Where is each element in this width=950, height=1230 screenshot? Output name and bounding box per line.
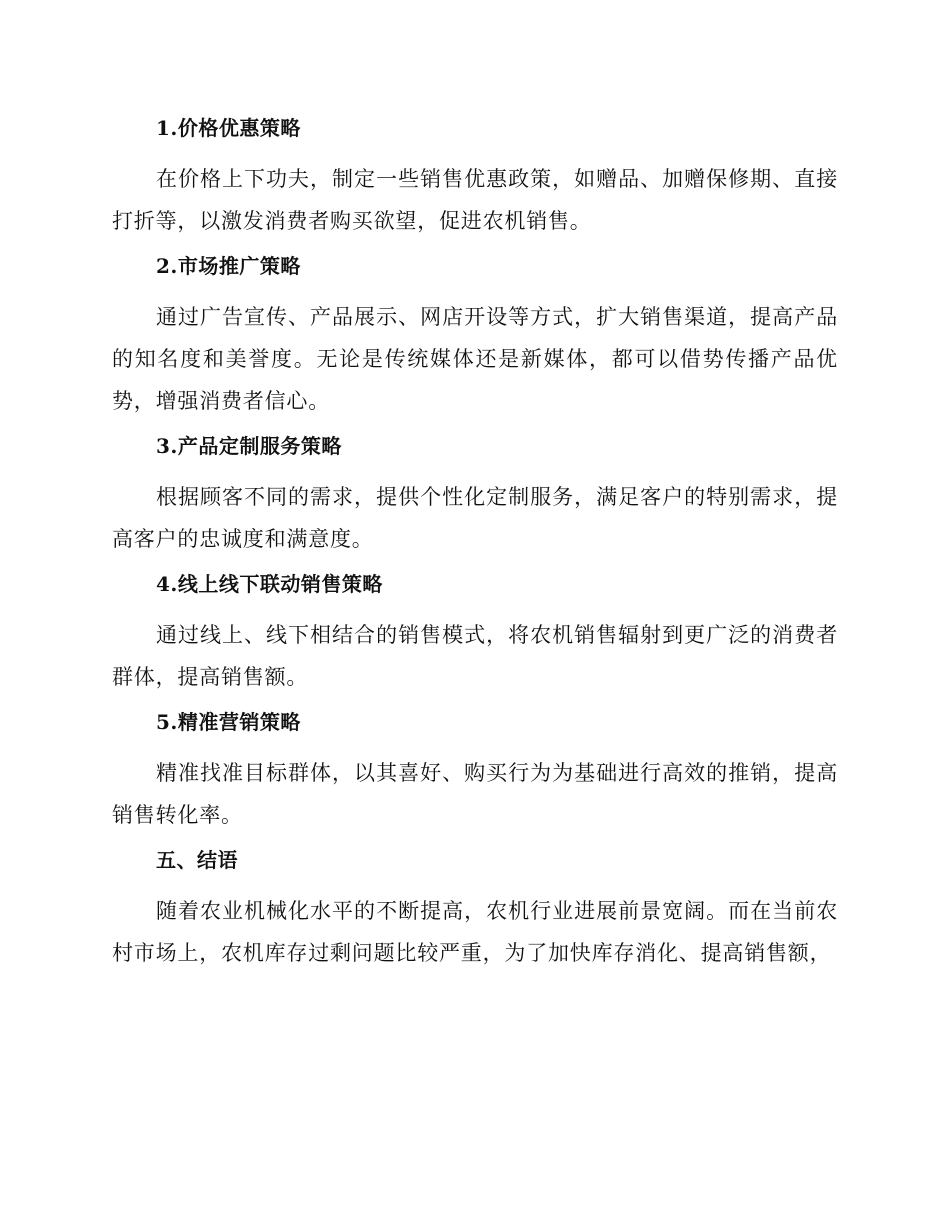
section-body-custom-service: 根据顾客不同的需求，提供个性化定制服务，满足客户的特别需求，提高客户的忠诚度和满意度。 [112,485,838,551]
section-heading-conclusion: 五、结语 [156,848,238,872]
section-heading-precision-marketing: 5.精准营销策略 [156,710,301,734]
section-body-online-offline: 通过线上、线下相结合的销售模式，将农机销售辐射到更广泛的消费者群体，提高销售额。 [112,623,838,689]
section-heading-market-promotion: 2.市场推广策略 [156,254,301,278]
section-heading-price-discount: 1.价格优惠策略 [156,116,301,140]
section-body-precision-marketing: 精准找准目标群体，以其喜好、购买行为为基础进行高效的推销，提高销售转化率。 [112,761,838,827]
section-heading-custom-service: 3.产品定制服务策略 [156,434,342,458]
section-body-market-promotion: 通过广告宣传、产品展示、网店开设等方式，扩大销售渠道，提高产品的知名度和美誉度。无论是传统媒体还是新媒体，都可以借势传播产品优势，增强消费者信心。 [112,305,838,413]
section-body-price-discount: 在价格上下功夫，制定一些销售优惠政策，如赠品、加赠保修期、直接打折等，以激发消费者购买欲望，促进农机销售。 [112,167,838,233]
section-heading-online-offline: 4.线上线下联动销售策略 [156,572,383,596]
section-body-conclusion: 随着农业机械化水平的不断提高，农机行业进展前景宽阔。而在当前农村市场上，农机库存过剩问题比较严重，为了加快库存消化、提高销售额， [112,899,838,965]
